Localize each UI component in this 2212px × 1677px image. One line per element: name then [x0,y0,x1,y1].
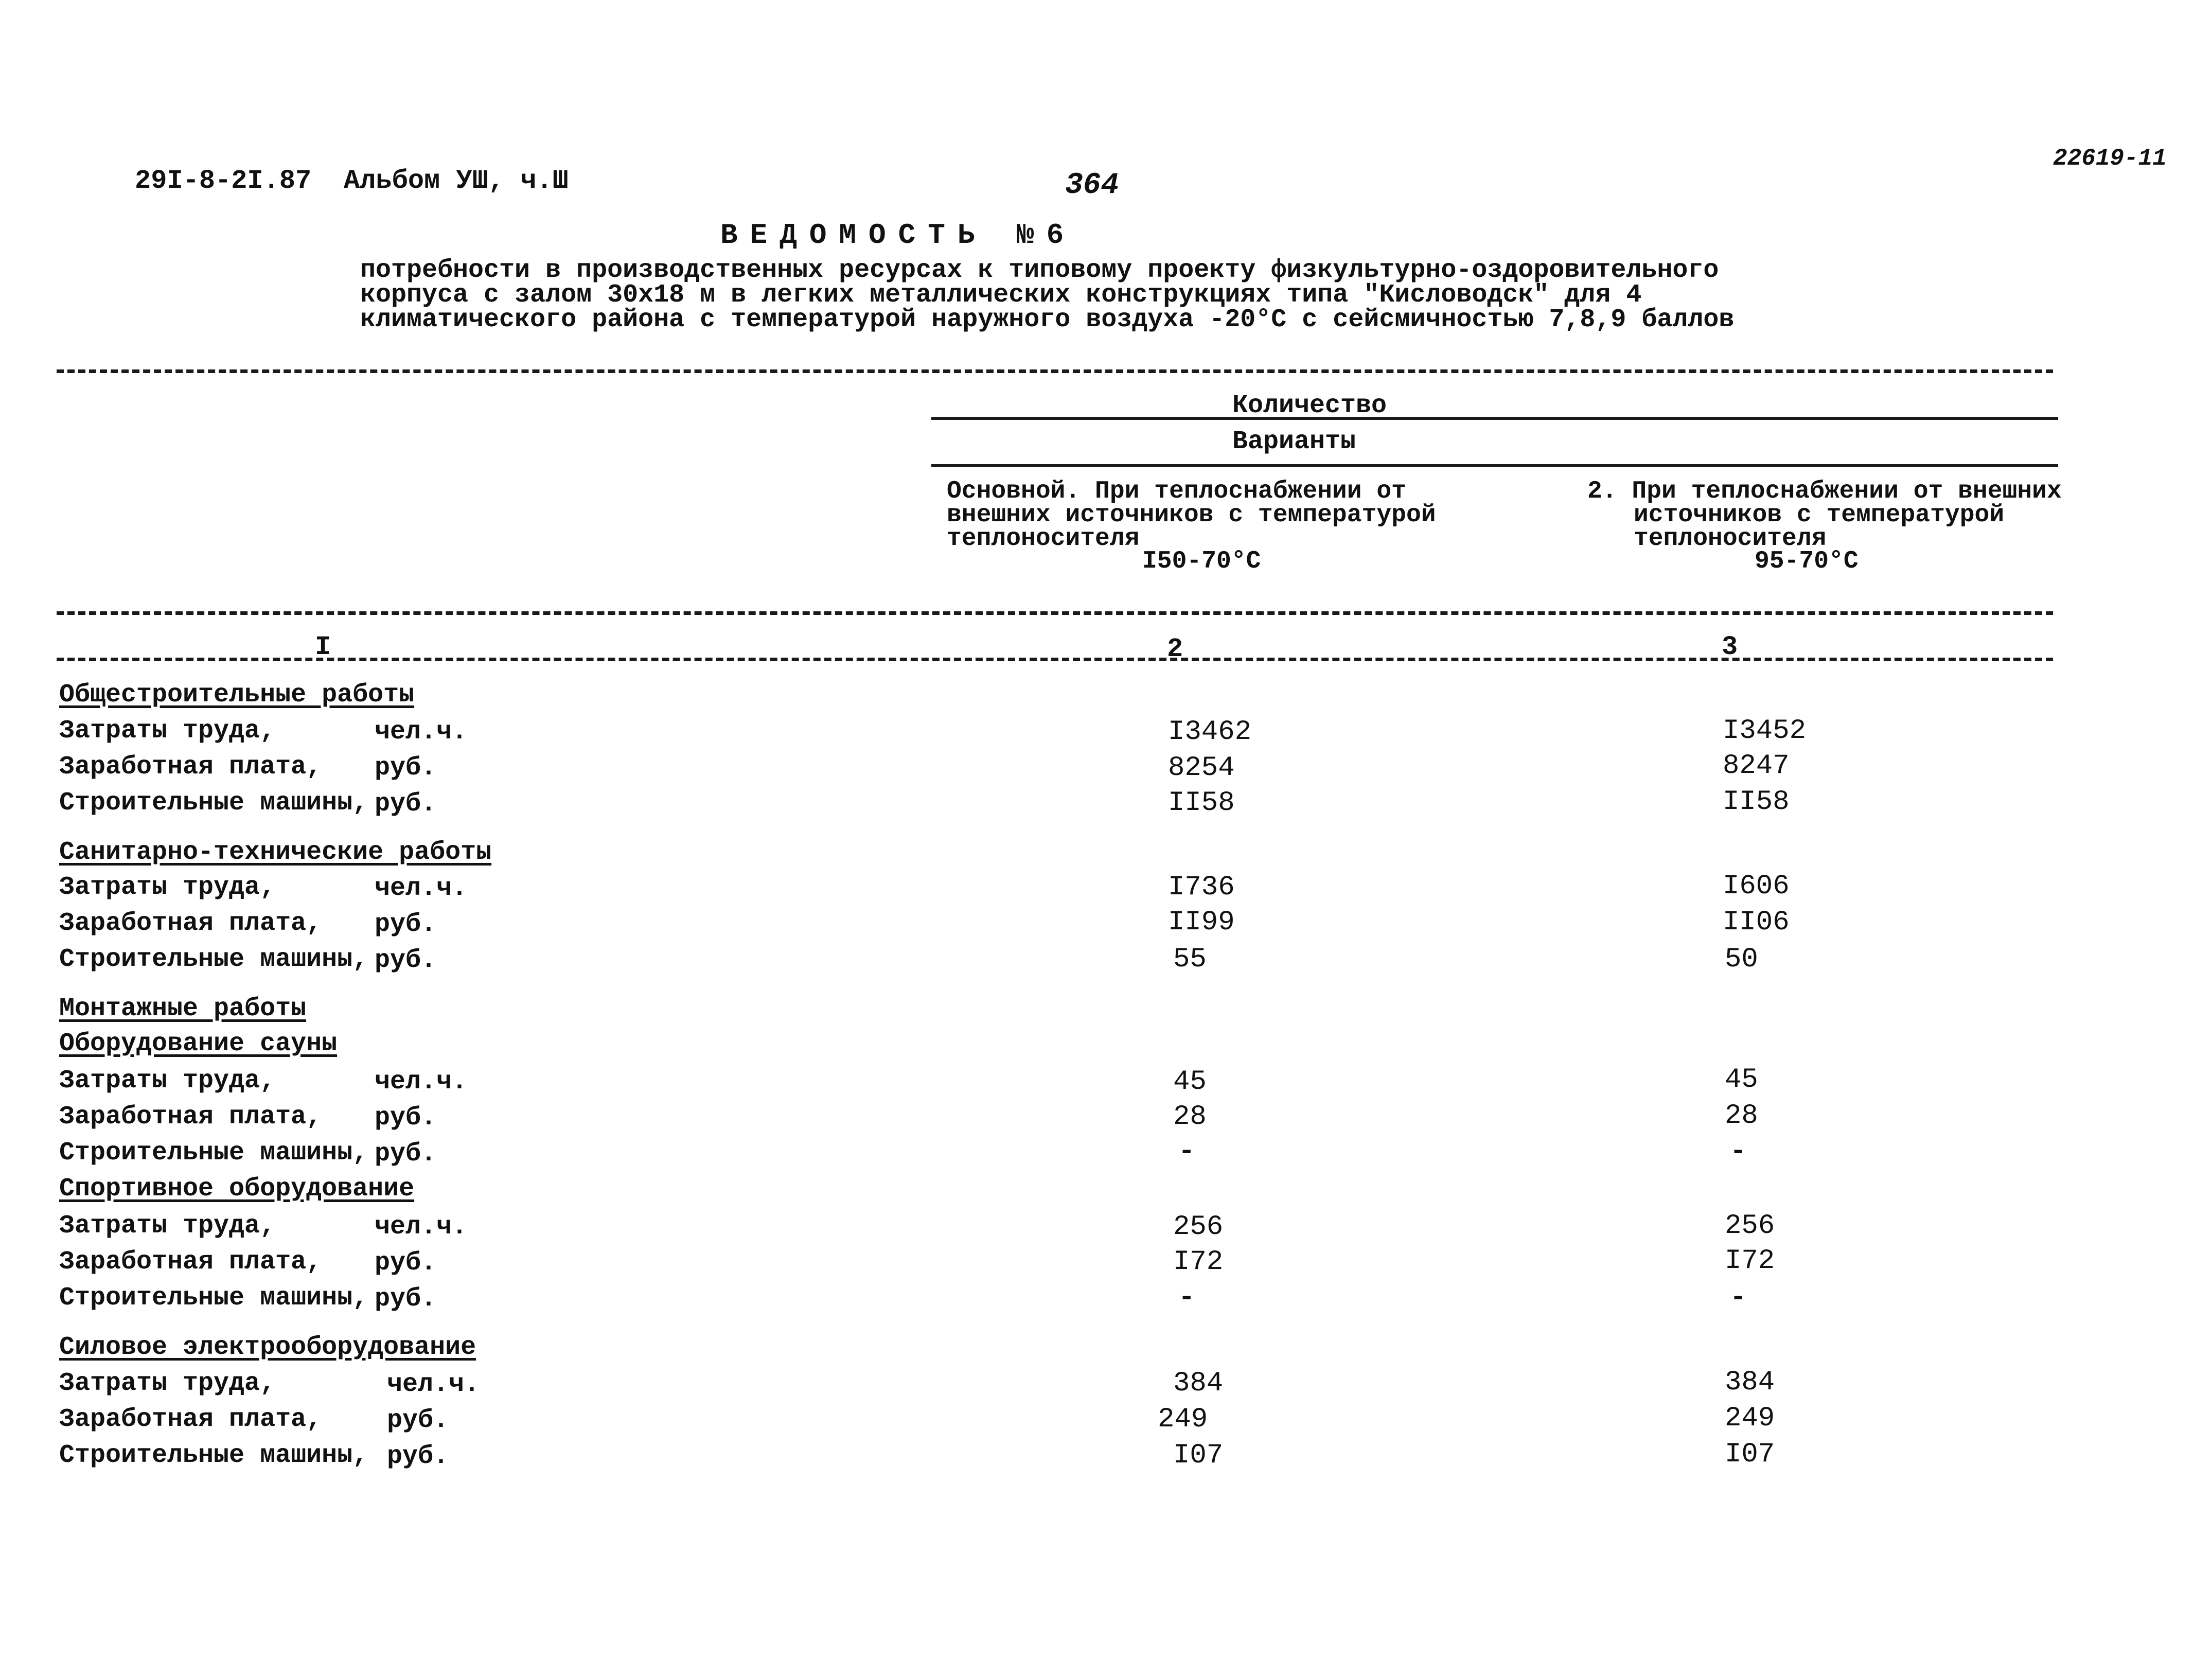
row-value-variant-2: I3452 [1723,715,1807,747]
row-unit: руб. [375,1103,437,1133]
row-unit: руб. [387,1442,449,1471]
row-value-variant-2: - [1730,1136,1747,1168]
section-title: Монтажные работы [59,994,307,1023]
row-label: Затраты труда, [59,1066,276,1096]
row-value-variant-2: 8247 [1723,750,1790,782]
row-value-variant-2: 384 [1725,1367,1775,1398]
row-unit: чел.ч. [375,1212,468,1242]
variant-2-line-1: 2. При теплоснабжении от внешних [1587,478,2062,505]
row-label: Затраты труда, [59,1211,276,1241]
table-top-rule [57,369,2053,373]
quantity-rule [931,417,2058,420]
quantity-header: Количество [1232,391,1387,420]
row-value-variant-2: I72 [1725,1245,1775,1277]
row-label: Затраты труда, [59,1369,276,1398]
variants-header: Варианты [1232,427,1356,456]
row-label: Затраты труда, [59,873,276,902]
row-label: Заработная плата, [59,1405,322,1434]
row-unit: руб. [375,946,437,975]
row-label: Заработная плата, [59,752,322,782]
row-value-variant-2: 249 [1725,1403,1775,1434]
row-value-variant-2: - [1730,1282,1747,1314]
row-unit: руб. [375,1139,437,1169]
variant-2-line-3: теплоносителя [1634,525,1827,553]
row-value-variant-1: 28 [1173,1101,1207,1133]
row-value-variant-1: I72 [1173,1246,1224,1278]
row-value-variant-2: I606 [1723,871,1790,902]
row-unit: чел.ч. [375,874,468,903]
column-number-2: 2 [1167,634,1183,664]
column-number-3: 3 [1722,632,1738,662]
row-label: Заработная плата, [59,1102,322,1132]
document-code: 29I-8-2I.87 [135,166,312,196]
section-title: Спортивное оборудование [59,1174,415,1204]
variant-2-temperature: 95-70°С [1755,548,1859,575]
subtitle-line-3: климатического района с температурой наружного воздуха -20°С с сейсмичностью 7,8,9 баллов [360,305,1735,334]
section-title: Силовое электрооборудование [59,1333,476,1362]
table-header-rule [57,611,2053,615]
variant-1-line-2: внешних источников с температурой [947,501,1436,529]
row-value-variant-1: 45 [1173,1066,1207,1098]
row-unit: руб. [375,1284,437,1314]
column-numbers-rule [57,658,2053,661]
row-unit: руб. [375,1248,437,1278]
row-value-variant-1: 256 [1173,1211,1224,1243]
subtitle-line-2: корпуса с залом 30х18 м в легких металлических конструкциях типа "Кисловодск" для 4 [360,280,1642,310]
variant-1-temperature: I50-70°С [1142,548,1261,575]
row-value-variant-2: I07 [1725,1439,1775,1470]
row-label: Строительные машины, [59,945,368,974]
row-value-variant-1: - [1178,1282,1195,1314]
row-unit: руб. [375,910,437,939]
row-value-variant-1: I07 [1173,1440,1224,1471]
row-value-variant-2: 50 [1725,944,1758,975]
section-title: Оборудование сауны [59,1029,338,1058]
section-title: Санитарно-технические работы [59,838,492,867]
row-unit: руб. [387,1406,449,1435]
row-unit: чел.ч. [387,1370,480,1399]
row-label: Строительные машины, [59,1441,368,1470]
variant-1-line-3: теплоносителя [947,525,1140,553]
row-value-variant-2: 45 [1725,1064,1758,1096]
row-value-variant-1: - [1178,1136,1195,1168]
row-value-variant-1: 55 [1173,944,1207,975]
row-unit: чел.ч. [375,717,468,747]
section-title: Общестроительные работы [59,680,415,710]
row-value-variant-2: 28 [1725,1100,1758,1132]
row-value-variant-1: 249 [1158,1404,1208,1435]
row-value-variant-1: II99 [1168,907,1235,938]
variants-rule [931,464,2058,467]
row-value-variant-1: II58 [1168,787,1235,819]
row-unit: руб. [375,789,437,819]
row-value-variant-1: 8254 [1168,752,1235,784]
row-value-variant-1: I736 [1168,872,1235,903]
row-value-variant-2: II06 [1723,907,1790,938]
variant-2-line-2: источников с температурой [1634,501,2005,529]
row-label: Заработная плата, [59,1247,322,1277]
row-value-variant-2: II58 [1723,786,1790,818]
column-number-1: I [315,632,331,662]
variant-1-line-1: Основной. При теплоснабжении от [947,478,1406,505]
album-reference: Альбом УШ, ч.Ш [344,166,569,196]
row-value-variant-2: 256 [1725,1210,1775,1242]
row-label: Строительные машины, [59,1283,368,1313]
page-number: 364 [1065,169,1119,202]
row-value-variant-1: 384 [1173,1368,1224,1399]
subtitle-line-1: потребности в производственных ресурсах к типовому проекту физкультурно-оздоровительного [360,256,1719,285]
row-label: Затраты труда, [59,716,276,746]
row-value-variant-1: I3462 [1168,716,1252,748]
row-unit: руб. [375,753,437,783]
row-label: Строительные машины, [59,1138,368,1168]
row-label: Заработная плата, [59,909,322,938]
row-unit: чел.ч. [375,1067,468,1097]
row-label: Строительные машины, [59,788,368,818]
document-title: ВЕДОМОСТЬ №6 [720,219,1076,252]
inventory-number: 22619-11 [2053,145,2167,172]
